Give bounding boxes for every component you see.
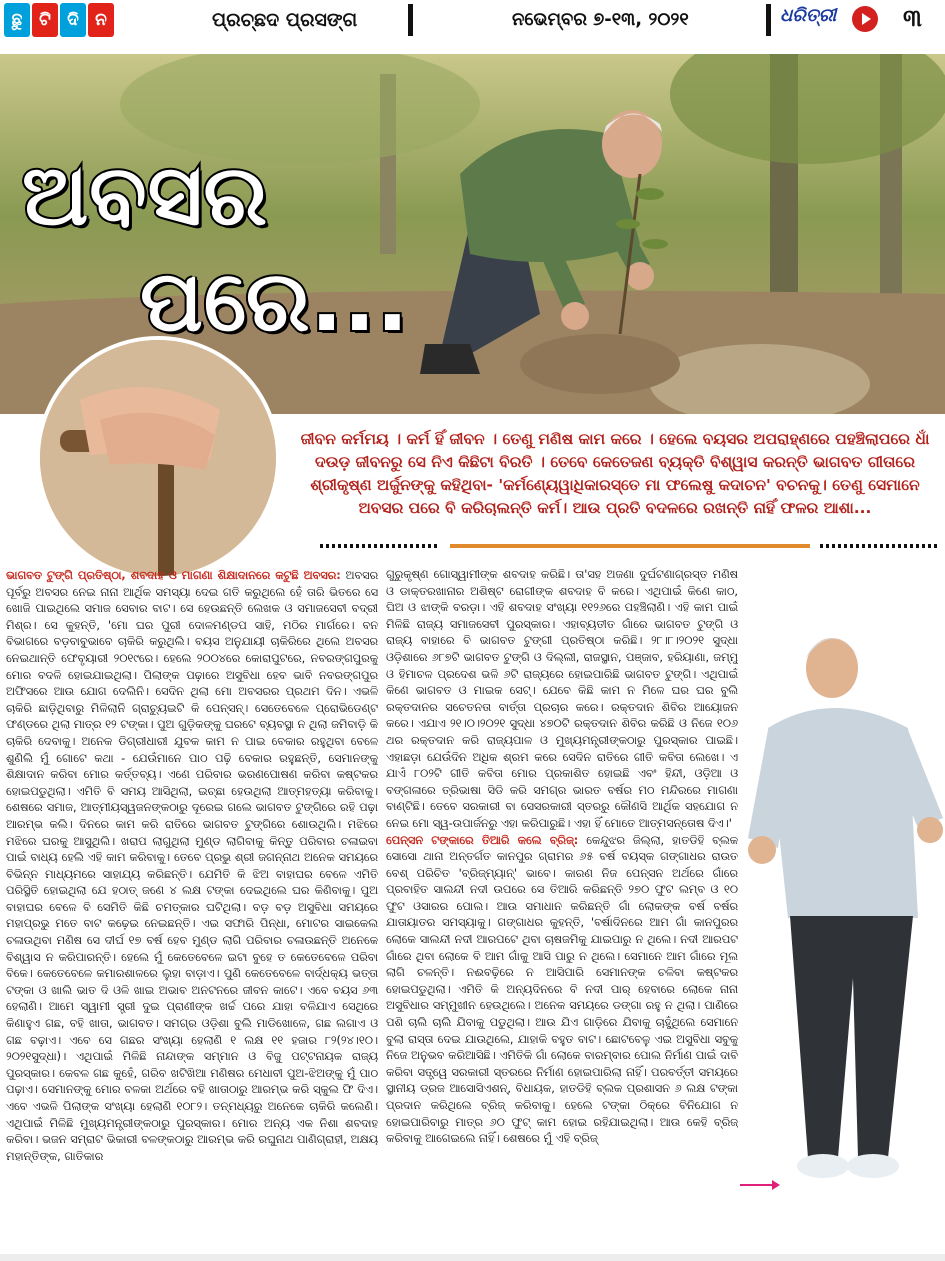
subheading-bhagabata-tungi: ଭାଗବତ ଟୁଙ୍ଗି ପ୍ରତିଷ୍ଠା, ଶବଦାହ ଓ ମାଗଣା ଶିକ୍ଷାଦାନରେ କଟୁଛି ଅବସର: <box>6 569 341 582</box>
brand-letter: ଛୁ <box>4 3 30 37</box>
article-intro: ଜୀବନ କର୍ମମୟ । କର୍ମ ହିଁ ଜୀବନ । ତେଣୁ ମଣିଷ କାମ କରେ । ହେଲେ ବୟସର ଅପରାହ୍ଣରେ ପହଞ୍ଚିଲାପରେ ଧାଁ ଦଉଡ଼ ଜୀବନରୁ ସେ ନିଏ କିଛିଟା ବିରତି । ତେବେ କେତେଜଣ ବ୍ୟକ୍ତି ବିଶ୍ୱାସ କରନ୍ତି ଭାଗବତ ଗୀତାରେ ଶ୍ରୀକୃଷ୍ଣ ଅର୍ଜୁନଙ୍କୁ କହିଥିବା- 'କର୍ମଣ୍ୟେୱାଧିକାରସ୍ତେ ମା ଫଲେଷୁ କଦାଚନ' ବଚନକୁ। ତେଣୁ ସେମାନେ ଅବସର ପରେ ବି କରିଚାଲନ୍ତି କର୍ମ। ଆଉ ପ୍ରତି ବଦଳରେ ରଖନ୍ତି ନାହିଁ ଫଳର ଆଶା... <box>300 430 930 517</box>
dotted-rule <box>320 544 440 548</box>
page-header <box>0 0 945 44</box>
article-column-left <box>6 568 378 1252</box>
section-brand-logo <box>4 3 114 37</box>
headline-line-2: ପରେ... <box>140 252 410 350</box>
column-text: ଗୁରୁକୃଷ୍ଣ ଗୋସ୍ୱାମୀଙ୍କ ଶବଦାହ କରିଛି। ତା'ସହ ଅଜଣା ଦୁର୍ଘଟଣାଗ୍ରସ୍ତ ମଣିଷ ଓ ଡାକ୍ତରଖାନାର ଅଶିଷ୍ଟ ରୋଗୀଙ୍କ ଶବଦାହ ବି କରେ। ଏଥିପାଇଁ କିଣେ କାଠ, ଘିଅ ଓ ଝାଙ୍କି ବରଡ଼ା। ଏହି ଶବଦାହ ସଂଖ୍ୟା ୧୧୨୬ରେ ପହଞ୍ଚିଲାଣି। ଏହି କାମ ପାଇଁ ମିଳିଛି ରାଜ୍ୟ ସମାଜସେବୀ ପୁରସ୍କାର। ଏହାବ୍ୟତୀତ ଗାଁରେ ଭାଗବତ ଟୁଙ୍ଗି ଓ ରାଜ୍ୟ ବାହାରେ ବି ଭାଗବତ ଟୁଙ୍ଗୀ ପ୍ରତିଷ୍ଠା କରିଛି। ୨୮।୮।୨୦୨୧ ସୁଦ୍ଧା ଓଡ଼ିଶାରେ ୬୮୭ଟି ଭାଗବତ ଟୁଙ୍ଗି ଓ ଦିଲ୍ଲୀ, ରାଜସ୍ଥାନ, ପଞ୍ଜାବ, ହରିୟାଣା, ଜମ୍ମୁ ଓ ହିମାଚଳ ପ୍ରଦେଶ ଭଳି ୬ଟି ରାଜ୍ୟରେ ହୋଇପାରିଛି ଭାଗବତ ଟୁଙ୍ଗି। ଏଥିପାଇଁ କିଣେ ଭାଗବତ ଓ ମାଇକ ସେଟ୍। ଯେବେ କିଛି କାମ ନ ମିଳେ ଘର ଘର ବୁଲି ରକ୍ତଦାନର ସଚେତନତା ବାର୍ତ୍ତା ପ୍ରଚାର କରେ। ରକ୍ତଦାନ ଶିବିର ଆୟୋଜନ କରେ। ଏଯାଏ ୨୧।୦।୨୦୨୧ ସୁଦ୍ଧା ୪୭୦ଟି ରକ୍ତଦାନ ଶିବିର କରିଛି ଓ ନିଜେ ୧୦୬ ଥର ରକ୍ତଦାନ କରି ରାଜ୍ୟପାଳ ଓ ମୁଖ୍ୟମନ୍ତ୍ରୀଙ୍କଠାରୁ ପୁରସ୍କାର ପାଇଛି। ଏହାଛଡ଼ା ଯେଉଁଦିନ ଅଧିକ ଶ୍ରମ କରେ ସେଦିନ ରାତିରେ ଗୀତି କବିତା ଲେଖେ। ଏ ଯାଏଁ ୮୦୨ଟି ଗୀତି କବିତା ମୋର ପ୍ରକାଶିତ ହୋଇଛି ଏବଂ ହିନ୍ଦୀ, ଓଡ଼ିଆ ଓ ବଙ୍ଗଳାରେ ତ୍ରିଭାଷା ସିଡି କରି ସମଗ୍ର ଭାରତ ବର୍ଷର ମଠ ମନ୍ଦିରରେ ମାଗଣା ବାଣ୍ଟିଛି। ତେବେ ସରକାରୀ ବା ସେସରକାରୀ ସ୍ତରରୁ କୌଣସି ଆର୍ଥିକ ସହଯୋଗ ନ ନେଇ ମୋ ସ୍ୱ-ଉପାର୍ଜନରୁ ଏହା କରିପାରୁଛି। ଏହା ହିଁ ମୋତେ ଆତ୍ମସନ୍ତୋଷ ଦିଏ।' <box>386 568 738 830</box>
photo-elderly-man-jogging <box>728 618 945 1200</box>
play-icon <box>852 6 878 32</box>
photo-hands-on-walking-cane <box>36 336 280 580</box>
divider <box>766 4 771 36</box>
headline-line-1: ଅବସର <box>22 146 269 244</box>
section-label: ପ୍ରଚ୍ଛଦ ପ୍ରସଙ୍ଗ <box>212 9 358 31</box>
dotted-rule <box>820 544 940 548</box>
newspaper-logo: ଧରିତ୍ରୀ <box>780 5 837 26</box>
page-number: ୩ <box>903 4 922 32</box>
column-text: କେନ୍ଦୁଝର ଜିଲ୍ଲା, ହାତଡିହି ବ୍ଲକ ସୋସୋ ଥାନା ଅନ୍ତର୍ଗତ କାନପୁର ଗ୍ରାମର ୬୫ ବର୍ଷ ବୟସ୍କ ଗଙ୍ଗାଧର ରାଉତ ବେଶ୍ ପରିଚିତ 'ବ୍ରିଜ୍‌ମ୍ୟାନ୍' ଭାବେ। କାରଣ ନିଜ ପେନ୍‌ସନ ଅର୍ଥରେ ଗାଁରେ ପ୍ରବାହିତ ସାଲନ୍ଦୀ ନଦୀ ଉପରେ ସେ ତିଆରି କରିଛନ୍ତି ୨୭୦ ଫୁଟ ଲମ୍ବ ଓ ୧୦ ଫୁଟ ଓସାରର ପୋଲ। ଆଉ ସମାଧାନ କରିଛନ୍ତି ଗାଁ ଲୋକଙ୍କ ବର୍ଷ ବର୍ଷର ଯାତାୟାତର ସମସ୍ୟାକୁ। ଗଙ୍ଗାଧର କୁହନ୍ତି, 'ବର୍ଷାଦିନରେ ଆମ ଗାଁ କାନପୁରର ଲୋକେ ସାଲନ୍ଦୀ ନଦୀ ଆରପଟେ ଥିବା ଚାଷଜମିକୁ ଯାଇପାରୁ ନ ଥିଲେ। ନଦୀ ଆରପଟ ଗାଁରେ ଥିବା ଲୋକେ ବି ଆମ ଗାଁକୁ ଆସି ପାରୁ ନ ଥିଲେ। ସେମାନେ ଆମ ଗାଁରେ ମୂଲ ଲାଗି ଚଳନ୍ତି। ନଈବଢ଼ିରେ ନ ଆସିପାରି ସେମାନଙ୍କ ଚଳିବା କଷ୍ଟକର ହୋଇପଡୁଥିଲା। ଏମିତି କି ଅନ୍ୟଦିନରେ ବି ନଦୀ ପାର୍ ହେବାରେ ଲୋକେ ନାନା ଅସୁବିଧାର ସମ୍ମୁଖୀନ ହେଉଥିଲେ। ଅନେକ ସମୟରେ ଡଙ୍ଗା ରହୁ ନ ଥିଲା। ପାଣିରେ ପଶି ଚାଲି ଚାଲି ଯିବାକୁ ପଡୁଥିଲା। ଆଉ ଯିଏ ଗାଡ଼ିରେ ଯିବାକୁ ଚାହୁଁଥିଲେ ସେମାନେ ବୁଲା ରାସ୍ତା ଦେଇ ଯାଉଥିଲେ, ଯାହାକି ବହୁତ ବାଟ। ଛୋଟବେଳୁ ଏଇ ଅସୁବିଧା ସବୁକୁ ନିଜେ ଅନୁଭବ କରିଆସିଛି। ଏମିତିକି ଗାଁ ଲୋକେ ବାରମ୍ବାର ପୋଲ ନିର୍ମାଣ ପାଇଁ ଦାବି କରିବା ସତ୍ତ୍ୱେ ସରକାରୀ ସ୍ତରରେ ନିର୍ମାଣ ହୋଇପାରିଲା ନାହିଁ। ପରବର୍ତ୍ତୀ ସମୟରେ ସ୍ଥାନୀୟ ଡ୍ରଜ ଆସୋସିଏଶନ୍, ବିଧାୟକ, ହାତଡିହି ବ୍ଲକ ପ୍ରଶାସନ ୬ ଲକ୍ଷ ଟଙ୍କା ପ୍ରଦାନ କରିଥିଲେ ବ୍ରିଜ୍ କରିବାକୁ। ହେଲେ ଟଙ୍କା ଠିକ୍‌ରେ ବିନିଯୋଗ ନ ହୋଇପାରିବାରୁ ମାତ୍ର ୬୦ ଫୁଟ୍ କାମ ହୋଇ ରହିଯାଇଥିଲା। ଆଉ କେହି ବ୍ରିଜ୍ କରିବାକୁ ଆଗେଇଲେ ନାହିଁ। ଶେଷରେ ମୁଁ ଏହି ବ୍ରିଜ୍ <box>386 833 738 1146</box>
issue-date: ନଭେମ୍ବର ୭-୧୩, ୨୦୨୧ <box>512 9 689 30</box>
column-text: ଅବସର ପୂର୍ବରୁ ଅବସର ନେଇ ନାନା ଆର୍ଥିକ ସମସ୍ୟା ଦେଇ ଗତି କରୁଥିଲେ ହେଁ ତାରି ଭିତରେ ସେ ଖୋଜି ପାଇଥିଲେ ସମାଜ ସେବାର ବାଟ। ସେ ହେଉଛନ୍ତି ଲେଖକ ଓ ସମାଜସେବୀ ବଦ୍ରୀ ମିଶ୍ର। ସେ କୁହନ୍ତି, 'ମୋ ଘର ପୁରୀ ଦୋଳମଣ୍ଡପ ସାହି, ମଠିର ମାର୍ଗରେ। ବନ ବିଭାଗରେ ବଡ଼ବାବୁଭାବେ ଚାକିରି କରୁଥିଲି। ବୟସ ଅନୁଯାୟୀ ଚାକିରିରେ ଥିଲେ ଅବସର ନେଇଥାନ୍ତି ଫେବୃୟାରୀ ୨୦୧୯ରେ। ହେଲେ ୨୦୦୪ରେ କୋରାପୁଟରେ, ନବରଙ୍ଗପୁରକୁ ମୋର ବଦଳି ହୋଇଯାଇଥିଲା। ପିଲାଙ୍କ ପଢ଼ାରେ ଅସୁବିଧା ହେବ ଭାବି ନବରଙ୍ଗପୁର ଅଫିସରେ ଆଉ ଯୋଗ ଦେଲିନି। ସେଦିନ ଥିଲା ମୋ ଅବସରର ପ୍ରଥମ ଦିନ। ଏଭଳି ଚାକିରି ଛାଡ଼ିଥିବାରୁ ମିଳିଲାନି ଗ୍ରାଚ୍ୟୁଇଟି କି ପେନ୍‌ସନ୍। ସେତେବେଳେ ପ୍ରୋଭିଡେଣ୍ଟ ଫଣ୍ଡରେ ଥିଲା ମାତ୍ର ୧୨ ଟଙ୍କା। ପୁଅ ଗୁଡ଼ିକଙ୍କୁ ଘରଟେ ବ୍ୟବସ୍ଥା ନ ଥିଲା ଜମିବାଡ଼ି କି ଚାକିରି ଦେବାକୁ। ଅନେକ ଡିଗ୍ରୀଧାରୀ ଯୁବକ କାମ ନ ପାଇ ବେକାର ରହୁଥିବା ବେଳେ ଶୁଣିଲି ମୁଁ ଗୋଟେ କଥା - ଯେଉଁମାନେ ପାଠ ପଢ଼ି ବେକାର ରହୁଛନ୍ତି, ସେମାନଙ୍କୁ ଶିକ୍ଷାଦାନ କରିବା ମୋର କର୍ତ୍ତବ୍ୟ। ଏଣେ ପରିବାର ଭରଣପୋଷଣ କରିବା କଷ୍ଟକର ହୋଇପଡୁଥିଲା। ଏମିତି ବି ସମୟ ଆସିଥିଲା, ଇଚ୍ଛା ହେଉଥିଲା ଆତ୍ମହତ୍ୟା କରିବାକୁ। ଶେଷରେ ସମାଜ, ଆତ୍ମୀୟସ୍ୱଜନଙ୍କଠାରୁ ଦୂରେଇ ଗଲେ ଭାଗବତ ଟୁଙ୍ଗିରେ ରହି ପଢ଼ା ଆରମ୍ଭ କଲି। ଦିନରେ କାମ କରି ରାତିରେ ଭାଗବତ ଟୁଙ୍ଗିରେ ଶୋଉଥିଲି। ମଝିରେ ମଝିରେ ଘରକୁ ଆସୁଥିଲି। ଖରାପ ଲାଗୁଥିଲା ମୁଣ୍ଡ ଲାଗିବାକୁ କିନ୍ତୁ ପରିବାର ଚଳାଇବା ପାଇଁ ବାଧ୍ୟ ହେଲି ଏହି କାମ କରିବାକୁ। ତେବେ ପ୍ରଭୁ ଶ୍ରୀ ଜଗନ୍ନାଥ ଅନେକ ସମୟରେ ବିଭିନ୍ନ ମାଧ୍ୟମରେ ସାହାଯ୍ୟ କରିଛନ୍ତି। ଯେମିତି କି ଝିଅ ବାହାଘର ବେଳେ ଏମିତି ପରିସ୍ଥିତି ହୋଇଥିଲା ଯେ ହଠାତ୍ ଜଣେ ୪ ଲକ୍ଷ ଟଙ୍କା ଦେଇଥିଲେ ଘର କିଣିବାକୁ। ପୁଅ ବାହାଘର ବେଳେ ବି ସେମିତି କିଛି ଚମତ୍କାର ଘଟିଥିଲା। ବଡ଼ ବଡ଼ ଅସୁବିଧା ସମୟରେ ମହାପ୍ରଭୁ ମତେ ବାଟ କଢ଼େଇ ନେଇଛନ୍ତି। ଏଇ ସଫାରି ପିନ୍ଧା, ମୋଟର ସାଇକେଲ ଚଳାଉଥିବା ମଣିଷ ସେ ଦୀର୍ଘ ୧୭ ବର୍ଷ ହେବ ମୁଣ୍ଡ ଲାଗି ପରିବାର ଚଳାଉଛନ୍ତି ଅନେକେ ବିଶ୍ୱାସ ନ କରିପାରନ୍ତି। ହେଲେ ମୁଁ କେତେବେଳେ ଇଟା ବୁହେ ତ କେତେବେଳେ ପରିବା ବିକେ। କେତେବେଳେ କମାରଶାଳରେ ଲୁହା ବାଡ଼ାଏ। ପୁଣି କେତେବେଳେ ବାର୍ଦ୍ଧକ୍ୟ ଭତ୍ତା ଟଙ୍କା ଓ ଖାଲି ଭାତ ଦି ଓଳି ଖାଇ ଅଭାବ ଅନଟନରେ ଜୀବନ କାଟେ। ଏବେ ବୟସ ୬୩ ହେଲାଣି। ଆମେ ସ୍ୱାମୀ ସ୍ତ୍ରୀ ଦୁଇ ପ୍ରାଣୀଙ୍କ ଖର୍ଚ୍ଚ ପରେ ଯାହା ବଳିଯାଏ ସେଥିରେ କିଣାହୁଏ ଗଛ, ବହି ଖାତା, ଭାଗବତ। ସମଗ୍ର ଓଡ଼ିଶା ବୁଲି ମାଡିଖୋଳେ, ଗଛ ଲଗାଏ ଓ ଗଛ ବଢ଼ାଏ। ଏବେ ସେ ଗଛର ସଂଖ୍ୟା ହେଲାଣି ୧ ଲକ୍ଷ ୧୧ ହଜାର ୮୨(୨୪।୧୦।୨୦୨୧ସୁଦ୍ଧା)। ଏଥିପାଇଁ ମିଳିଛି ନାନ୍ଦାଙ୍କ ସମ୍ମାନ ଓ ବିଜୁ ପଟ୍ଟନାୟକ ରାଜ୍ୟ ପୁରସ୍କାର। କେବଳ ଗଛ କୁହେଁ, ଗରିବ ଖଟିଖିଆ ମଣିଷର ମେଧାବୀ ପୁଅ-ଝିଅଙ୍କୁ ମୁଁ ପାଠ ପଢ଼ାଏ। ସେମାନଙ୍କୁ ମୋର ବଳକା ଅର୍ଥରେ ବହି ଖାତାଠାରୁ ଆରମ୍ଭ କରି ସ୍କୁଲ ଫି ଦିଏ। ଏବେ ଏଭଳି ପିଲାଙ୍କ ସଂଖ୍ୟା ହେଲାଣି ୧୦୮୨। ତନ୍ମଧ୍ୟରୁ ଅନେକେ ଚାକିରି କଲେଣି। ଏଥିପାଇଁ ମିଳିଛି ମୁଖ୍ୟମନ୍ତ୍ରୀଙ୍କଠାରୁ ପୁରସ୍କାର। ମୋର ଅନ୍ୟ ଏକ ନିଶା ଶବଦାହ କରିବା। ଭଜନ ସମ୍ରାଟ ଭିକାରୀ ବଳଙ୍କଠାରୁ ଆରମ୍ଭ କରି ରଘୁନାଥ ପାଣିଗ୍ରାହୀ, ଅକ୍ଷୟ ମହାନ୍ତିଙ୍କ, ଗାତିକାର <box>6 569 378 1163</box>
brand-letter: ନ <box>88 3 114 37</box>
brand-letter: ଦି <box>60 3 86 37</box>
divider <box>408 4 413 36</box>
page-footer-bar <box>0 1254 945 1261</box>
subheading-pension-bridge: ପେନ୍‌ସନ ଟଙ୍କାରେ ତିଆରି କଲେ ବ୍ରିଜ୍: <box>386 833 579 847</box>
arrow-right-icon <box>740 1179 780 1191</box>
orange-rule <box>450 544 810 548</box>
brand-letter: ଟି <box>32 3 58 37</box>
article-column-middle <box>386 567 738 1251</box>
